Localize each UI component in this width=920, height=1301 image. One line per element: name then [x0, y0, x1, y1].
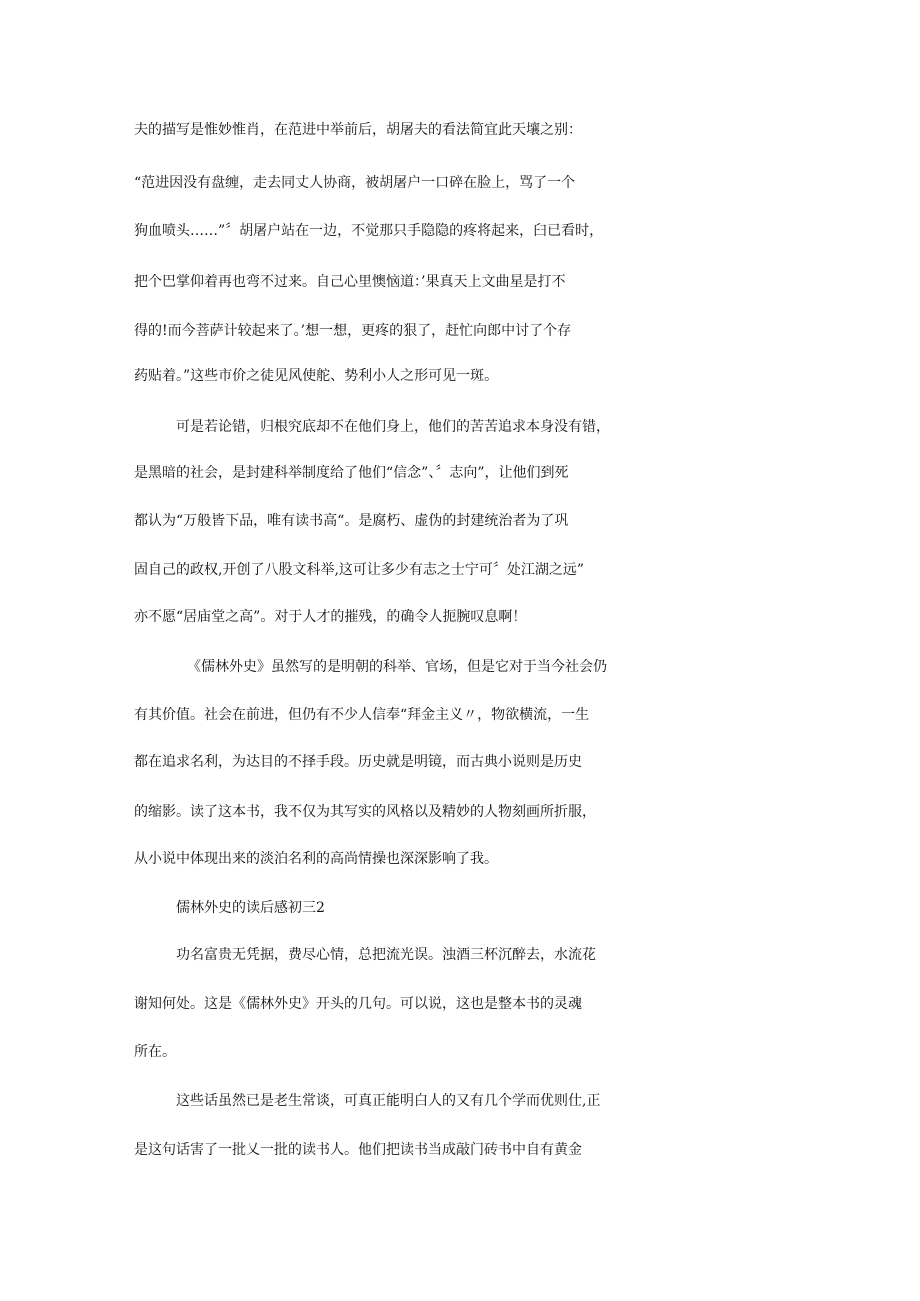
text-line: 可是若论错，归根究底却不在他们身上，他们的苦苦追求本身没有错，	[176, 419, 610, 435]
text-line: 功名富贵无凭据，费尽心情，总把流光误。浊酒三杯沉醉去，水流花	[176, 947, 596, 963]
text-line: 固自己的政权,开创了八股文科举,这可让多少有志之士宁可〞处江湖之远”	[134, 562, 585, 578]
text-line: 都认为“万般皆下品，唯有读书高“。是腐朽、虚伪的封建统治者为了巩	[134, 513, 569, 529]
text-line: 都在追求名利，为达目的不择手段。历史就是明镜，而古典小说则是历史	[134, 754, 582, 770]
text-line: 有其价值。社会在前进，但仍有不少人信奉“拜金主义〃，物欲横流，一生	[134, 707, 590, 723]
text-line: 药贴着。”这些市价之徒见风使舵、势利小人之形可见一斑。	[134, 368, 499, 384]
text-line: 是黑暗的社会，是封建科举制度给了他们“信念”、〞志向”，让他们到死	[134, 465, 569, 481]
text-line: 得的!而今菩萨计较起来了。’想一想，更疼的狠了，赶忙向郎中讨了个存	[134, 323, 572, 339]
text-line: 从小说中体现出来的淡泊名利的高尚情操也深深影响了我。	[134, 851, 498, 867]
text-line: 《儒林外史》虽然写的是明朝的科举、官场，但是它对于当今社会仍	[187, 659, 607, 675]
text-line: 亦不愿“居庙堂之高”。对于人才的摧残，的确令人扼腕叹息啊！	[134, 609, 527, 625]
text-line: 的缩影。读了这本书，我不仅为其写实的风格以及精妙的人物刻画所折服，	[134, 804, 596, 820]
text-line: 狗血喷头……”〞胡屠户站在一边，不觉那只手隐隐的疼将起来，臼已看时，	[134, 223, 604, 239]
text-line: “范进因没有盘缠，走去同丈人协商，被胡屠户一口碎在脸上，骂了一个	[134, 175, 576, 191]
section-heading: 儒林外史的读后感初三2	[176, 900, 325, 916]
text-line: 把个巴掌仰着再也弯不过来。自己心里懊恼道：’果真天上文曲星是打不	[134, 274, 566, 290]
text-line: 是这句话害了一批乂一批的读书人。他们把读书当成敲门砖书中自有黄金	[134, 1142, 582, 1158]
text-line: 所在。	[134, 1044, 176, 1060]
text-line: 谢知何处。这是《儒林外史》开头的几句。可以说，这也是整本书的灵魂	[134, 996, 582, 1012]
text-line: 夫的描写是惟妙惟肖，在范进中举前后，胡屠夫的看法简宜此天壤之别：	[134, 122, 582, 138]
text-line: 这些话虽然已是老生常谈，可真正能明白人的又有几个学而优则仕,正	[176, 1093, 601, 1109]
